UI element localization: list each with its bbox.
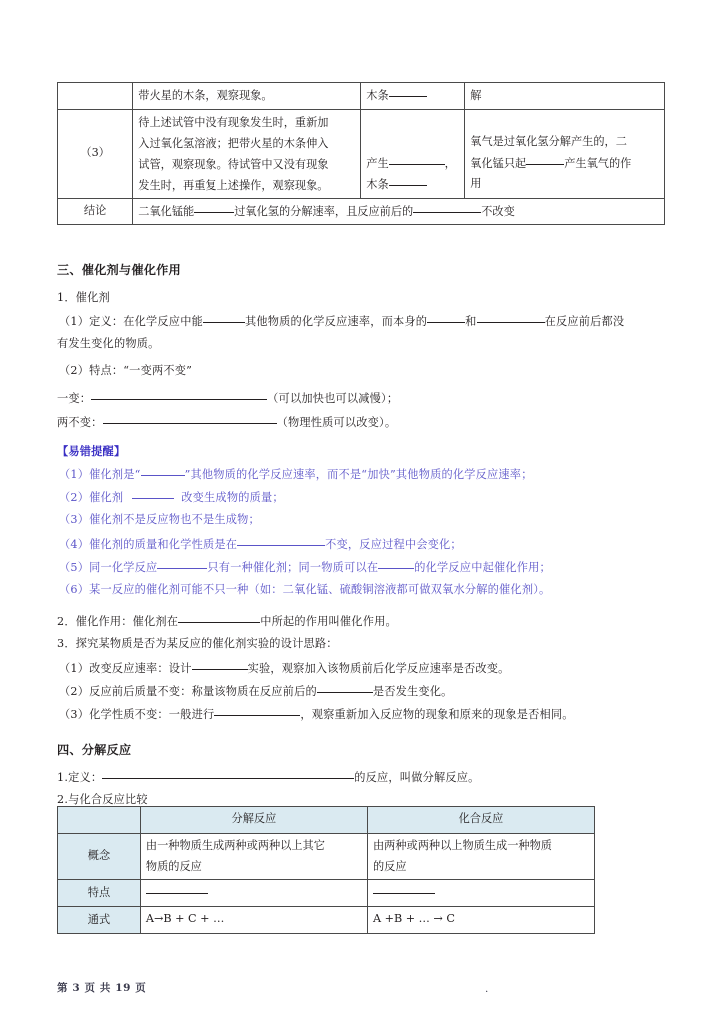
conclusion-text: 产生氧气的作 <box>564 156 632 170</box>
step-prefix: （1）改变反应速率：设计 <box>59 662 192 675</box>
reminder-item-3: （3）催化剂不是反应物也不是生成物； <box>59 513 260 526</box>
blank-underline <box>178 611 260 623</box>
conclusion-line: 氧气是过氧化氢分解产生的，二 <box>470 135 627 149</box>
blank-underline <box>378 557 414 569</box>
section-three-heading: 三、催化剂与催化作用 <box>57 263 181 277</box>
catalyst-definition-line2: 有发生变化的物质。 <box>57 337 160 350</box>
blank-underline <box>389 174 427 186</box>
step-cell <box>58 83 133 110</box>
blank-underline <box>146 882 208 894</box>
investigation-step-1 <box>59 658 510 680</box>
conclusion-text-b: 过氧化氢的分解速率，且反应前后的 <box>234 204 414 218</box>
operation-line: 待上述试管中没有现象发生时，重新加 <box>138 115 329 129</box>
reaction-comparison-table <box>57 806 595 934</box>
reminder-item-suffix: 不变，反应过程中会变化； <box>325 538 462 551</box>
column-header-combination: 化合反应 <box>367 807 594 834</box>
corner-cell <box>58 807 141 834</box>
definition-mid-1: 其他物质的化学反应速率，而本身的 <box>244 315 428 328</box>
conclusion-text-c: 不改变 <box>481 204 515 218</box>
table-row <box>58 198 665 225</box>
formula-combination-cell: A +B + … → C <box>367 907 594 934</box>
blank-underline <box>373 882 435 894</box>
operation-cell: 带火星的木条，观察现象。 <box>133 83 361 110</box>
blank-underline <box>192 658 248 670</box>
row-header-formula: 通式 <box>58 907 141 934</box>
blank-underline <box>317 681 373 693</box>
footer-dot: . <box>485 983 489 995</box>
row-header-feature: 特点 <box>58 880 141 907</box>
definition-tail: 在反应前后都没 <box>544 315 625 328</box>
blank-underline <box>91 388 267 400</box>
step-suffix: 实验，观察加入该物质前后化学反应速率是否改变。 <box>247 662 510 675</box>
catalyst-feature-label: （2）特点：“一变两不变” <box>59 364 193 377</box>
operation-line: 发生时，再重复上述操作，观察现象。 <box>138 178 329 192</box>
phenomenon-line <box>366 174 459 196</box>
definition-suffix: 的反应，叫做分解反应。 <box>354 771 480 784</box>
blank-underline <box>132 487 174 499</box>
operation-line: 入过氧化氢溶液；把带火星的木条伸入 <box>138 136 329 150</box>
blank-underline <box>526 153 564 165</box>
conclusion-text: 氧化锰只起 <box>470 156 527 170</box>
blank-underline <box>102 767 354 779</box>
reminder-item-suffix: 改变生成物的质量； <box>181 491 284 504</box>
page-number-footer: 第 3 页 共 19 页 <box>57 982 147 994</box>
table-row <box>58 907 595 934</box>
blank-underline <box>141 464 185 476</box>
phenomenon-text: 产生 <box>366 156 389 170</box>
phenomenon-cell <box>361 83 465 110</box>
two-nochange-label: 两不变： <box>57 416 103 429</box>
reminder-item-prefix: （5）同一化学反应 <box>59 561 158 574</box>
operation-line: 试管，观察现象。待试管中又没有现象 <box>138 157 329 171</box>
catalysis-action-suffix: 中所起的作用叫催化作用。 <box>260 615 397 628</box>
conclusion-summary-cell <box>133 198 665 225</box>
reminder-item-5 <box>59 557 551 579</box>
formula-decomposition-cell: A→B + C + … <box>140 907 367 934</box>
phenomenon-text: 木条 <box>366 178 389 191</box>
conclusion-cell: 解 <box>465 83 665 110</box>
phenomenon-line: 产生 ， <box>366 153 459 175</box>
reminder-heading: 【易错提醒】 <box>57 444 126 458</box>
table-row <box>58 834 595 880</box>
step-suffix: ，观察重新加入反应物的现象和原来的现象是否相同。 <box>300 708 574 721</box>
table-row <box>58 109 665 198</box>
table-header-row <box>58 807 595 834</box>
blank-underline <box>477 311 545 323</box>
blank-underline <box>389 153 445 165</box>
cell-line: 由两种或两种以上物质生成一种物质 <box>372 839 552 852</box>
conclusion-label-cell: 结论 <box>58 198 133 225</box>
phenomenon-text: 木条 <box>366 89 389 102</box>
blank-underline <box>413 201 481 213</box>
blank-underline <box>194 201 234 213</box>
step-prefix: （2）反应前后质量不变：称量该物质在反应前后的 <box>59 685 317 698</box>
column-header-decomposition: 分解反应 <box>140 807 367 834</box>
definition-mid-2: 和 <box>465 315 477 328</box>
table-row <box>58 83 665 110</box>
operation-cell <box>133 109 361 198</box>
catalyst-item-title: 1．催化剂 <box>57 291 110 304</box>
section-four-heading: 四、分解反应 <box>57 743 132 757</box>
cell-line: 由一种物质生成两种或两种以上其它 <box>145 839 325 852</box>
conclusion-line <box>470 153 659 175</box>
step-cell: （3） <box>58 109 133 198</box>
blank-underline <box>203 311 245 323</box>
concept-combination-cell <box>367 834 594 880</box>
definition-prefix: 1.定义： <box>57 771 103 784</box>
conclusion-text-a: 二氧化锰能 <box>138 204 195 218</box>
compare-subtitle: 2.与化合反应比较 <box>57 793 148 806</box>
row-header-concept: 概念 <box>58 834 141 880</box>
decomposition-definition-line <box>57 767 480 789</box>
reminder-item-2 <box>59 487 284 509</box>
reminder-item-suffix: ”其他物质的化学反应速率，而不是“加快”其他物质的化学反应速率； <box>184 468 533 481</box>
feature-combination-cell <box>367 880 594 907</box>
reminder-item-4 <box>59 534 462 556</box>
investigation-step-3 <box>59 704 574 726</box>
catalysis-action-prefix: 2．催化作用：催化剂在 <box>57 615 179 628</box>
phenomenon-cell <box>361 109 465 198</box>
conclusion-line: 用 <box>470 177 482 191</box>
step-suffix: 是否发生变化。 <box>372 685 453 698</box>
two-nochange-note: （物理性质可以改变）。 <box>276 416 397 429</box>
two-nochange-line <box>57 412 396 434</box>
investigation-title: 3．探究某物质是否为某反应的催化剂实验的设计思路： <box>57 637 338 650</box>
blank-underline <box>214 704 300 716</box>
experiment-procedure-table <box>57 82 665 225</box>
reminder-item-prefix: （4）催化剂的质量和化学性质是在 <box>59 538 238 551</box>
one-change-note: （可以加快也可以减慢）； <box>267 392 399 405</box>
catalyst-definition-line1 <box>59 311 624 333</box>
step-prefix: （3）化学性质不变：一般进行 <box>59 708 215 721</box>
table-row <box>58 880 595 907</box>
reminder-item-1 <box>59 464 533 486</box>
blank-underline <box>157 557 207 569</box>
cell-line: 物质的反应 <box>145 859 202 873</box>
one-change-line <box>57 388 398 410</box>
reminder-item-prefix: （2）催化剂 <box>59 491 124 504</box>
catalysis-action-line <box>57 611 397 633</box>
reminder-item-mid: 只有一种催化剂；同一物质可以在 <box>207 561 379 574</box>
investigation-step-2 <box>59 681 453 703</box>
blank-underline <box>103 412 277 424</box>
definition-label: （1）定义：在化学反应中能 <box>59 315 203 328</box>
one-change-label: 一变： <box>57 392 92 405</box>
reminder-item-suffix: 的化学反应中起催化作用； <box>414 561 551 574</box>
conclusion-cell <box>465 109 665 198</box>
reminder-item-6: （6）某一反应的催化剂可能不只一种（如：二氧化锰、硫酸铜溶液都可做双氧水分解的催化剂）。 <box>59 583 551 596</box>
reminder-item-prefix: （1）催化剂是“ <box>59 468 141 481</box>
blank-underline <box>389 85 427 97</box>
blank-underline <box>427 311 465 323</box>
concept-decomposition-cell <box>140 834 367 880</box>
cell-line: 的反应 <box>372 859 407 873</box>
feature-decomposition-cell <box>140 880 367 907</box>
blank-underline <box>237 534 325 546</box>
